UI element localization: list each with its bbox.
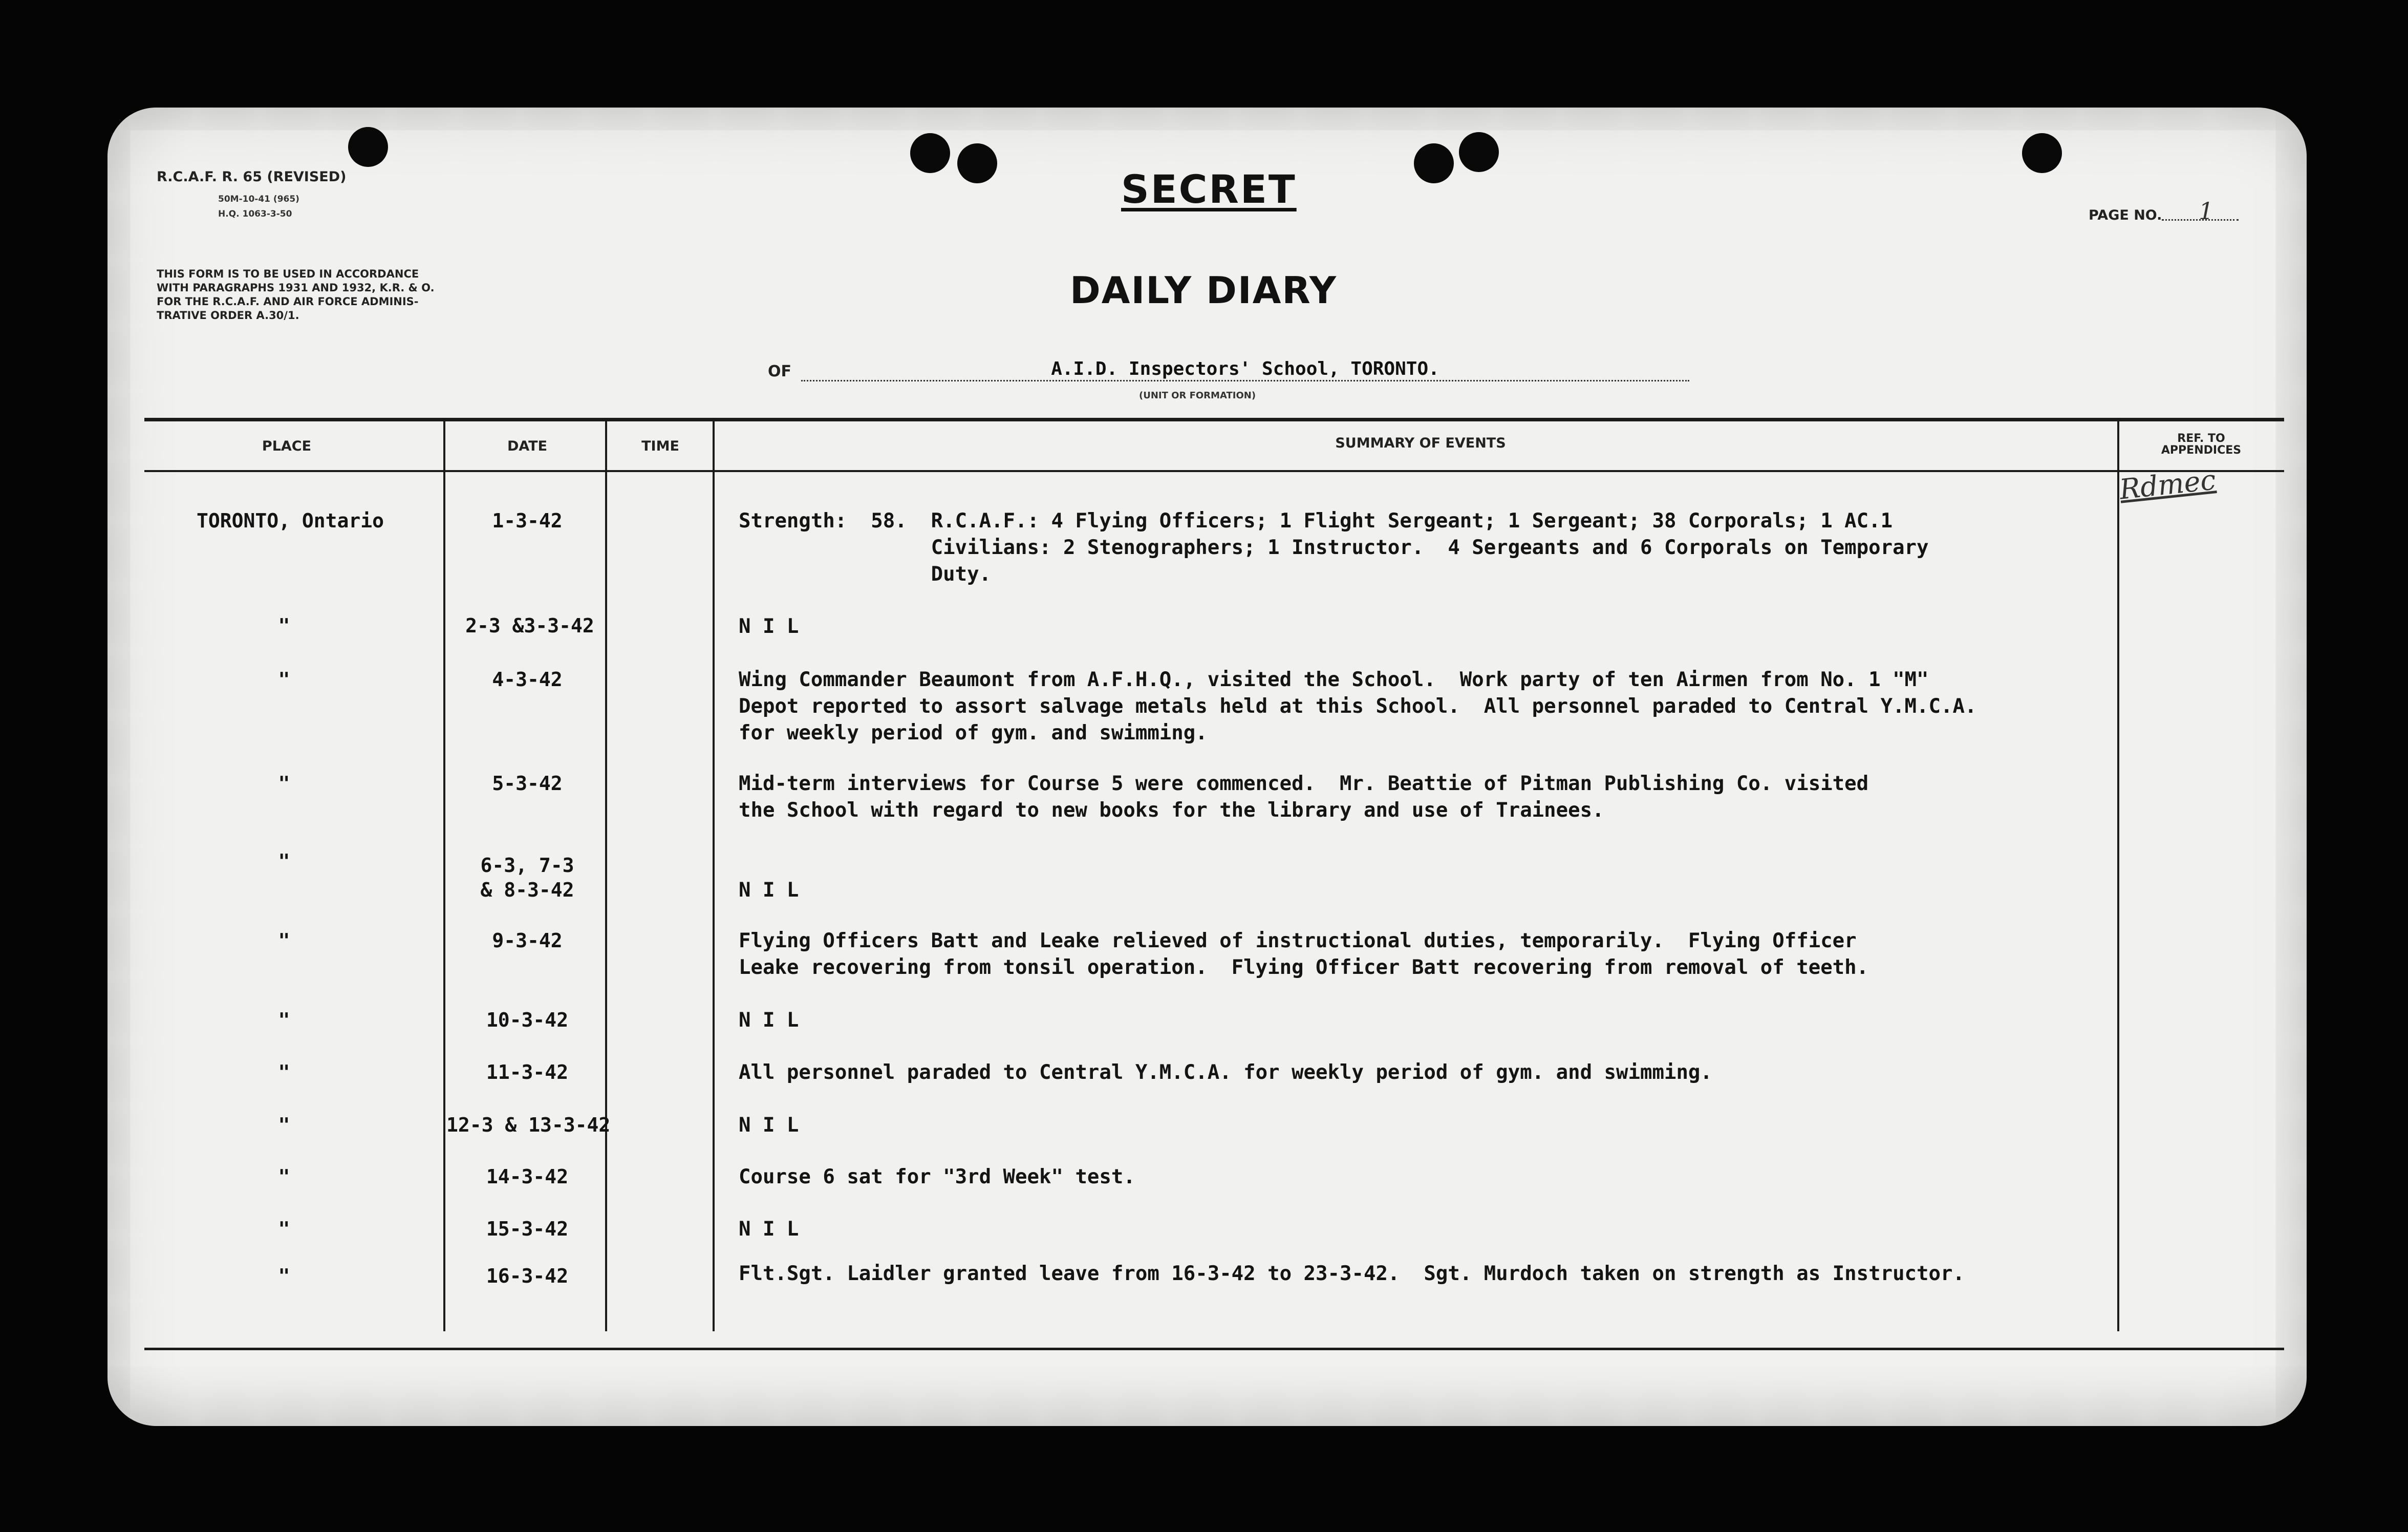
entry-place: ": [278, 929, 290, 952]
entry-summary: Wing Commander Beaumont from A.F.H.Q., visited the School. Work party of ten Airmen from No. 1 "M" Depot reported to assort salvage metals held at this School. All personnel paraded to Central Y.M.C.A. for weekly period of gym. and swimming.: [739, 668, 1977, 744]
entry-summary: All personnel paraded to Central Y.M.C.A. for weekly period of gym. and swimming.: [739, 1061, 1712, 1084]
punch-hole: [348, 127, 388, 167]
page-title: DAILY DIARY: [1070, 269, 1338, 312]
entry-date: 4-3-42: [492, 668, 563, 691]
entry-summary: N I L: [739, 879, 799, 902]
entry-summary: Flying Officers Batt and Leake relieved of instructional duties, temporarily. Flying Officer Leake recovering from tonsil operation. Flying Officer Batt recovering from removal of teeth.: [739, 929, 1869, 979]
entry-date: 9-3-42: [492, 929, 563, 952]
entry-date: 15-3-42: [486, 1218, 569, 1240]
of-label: OF: [768, 363, 791, 380]
page-number-value: 1: [2199, 197, 2214, 225]
classification-secret: SECRET: [1121, 166, 1297, 212]
entry-summary: N I L: [739, 1218, 799, 1241]
entry-summary: Mid-term interviews for Course 5 were commenced. Mr. Beattie of Pitman Publishing Co. visited the School with regard to new books for the library and use of Trainees.: [739, 772, 1869, 822]
entry-summary: N I L: [739, 1009, 799, 1032]
table-bottom-rule: [144, 1348, 2284, 1350]
table-top-rule: [144, 418, 2284, 421]
punch-hole: [2022, 133, 2062, 173]
entry-date: 11-3-42: [486, 1061, 569, 1083]
usage-note: THIS FORM IS TO BE USED IN ACCORDANCE WITH PARAGRAPHS 1931 AND 1932, K.R. & O. FOR THE R.C.A.F. AND AIR FORCE ADMINIS- TRATIVE ORDER A.30/1.: [157, 268, 435, 322]
entry-summary: Flt.Sgt. Laidler granted leave from 16-3-42 to 23-3-42. Sgt. Murdoch taken on strength as Instructor.: [739, 1262, 1965, 1285]
column-header-place: PLACE: [262, 438, 312, 454]
entry-place: ": [278, 1265, 290, 1287]
entry-summary: Strength: 58. R.C.A.F.: 4 Flying Officers; 1 Flight Sergeant; 1 Sergeant; 38 Corporals; 1 AC.1 Civilians: 2 Stenographers; 1 Instructor. 4 Sergeants and 6 Corporals on Temporary Duty.: [739, 509, 1929, 586]
unit-name: A.I.D. Inspectors' School, TORONTO.: [801, 358, 1689, 381]
entry-summary: Course 6 sat for "3rd Week" test.: [739, 1165, 1135, 1188]
entry-date-continued: & 8-3-42: [480, 879, 574, 901]
entry-place: ": [278, 850, 290, 873]
punch-hole: [1459, 132, 1499, 172]
entry-place: ": [278, 614, 290, 637]
entry-summary: N I L: [739, 1114, 799, 1137]
entry-date: 6-3, 7-3: [480, 854, 574, 877]
column-header-time: TIME: [641, 438, 679, 454]
entry-date: 16-3-42: [486, 1265, 569, 1287]
punch-hole: [957, 143, 997, 183]
entry-date: 5-3-42: [492, 772, 563, 795]
punch-hole: [910, 133, 950, 173]
entry-place: ": [278, 1218, 290, 1240]
entry-place: TORONTO, Ontario: [197, 509, 384, 532]
appendix-initials: Rdmec: [2118, 463, 2218, 506]
column-header-ref: REF. TO APPENDICES: [2161, 432, 2242, 457]
column-divider: [713, 420, 715, 1331]
unit-caption: (UNIT OR FORMATION): [1139, 390, 1256, 401]
entry-place: ": [278, 1165, 290, 1188]
column-header-summary: SUMMARY OF EVENTS: [1335, 435, 1506, 451]
entry-place: ": [278, 1009, 290, 1031]
page-number: PAGE NO. 1: [2089, 207, 2239, 223]
header-rule: [144, 470, 2284, 472]
column-header-date: DATE: [507, 438, 548, 454]
entry-date: 14-3-42: [486, 1165, 569, 1188]
entry-date: 10-3-42: [486, 1009, 569, 1031]
entry-date: 2-3 &3-3-42: [465, 614, 594, 637]
entry-place: ": [278, 772, 290, 795]
column-divider: [2117, 420, 2119, 1331]
form-code: R.C.A.F. R. 65 (REVISED): [157, 169, 347, 185]
entry-date: 12-3 & 13-3-42: [446, 1114, 611, 1136]
entry-summary: N I L: [739, 615, 799, 638]
entry-place: ": [278, 1114, 290, 1136]
entry-place: ": [278, 1061, 290, 1083]
entry-place: ": [278, 668, 290, 691]
form-print-info: 50M-10-41 (965) H.Q. 1063-3-50: [218, 194, 299, 219]
punch-hole: [1414, 143, 1454, 183]
entry-date: 1-3-42: [492, 509, 563, 532]
